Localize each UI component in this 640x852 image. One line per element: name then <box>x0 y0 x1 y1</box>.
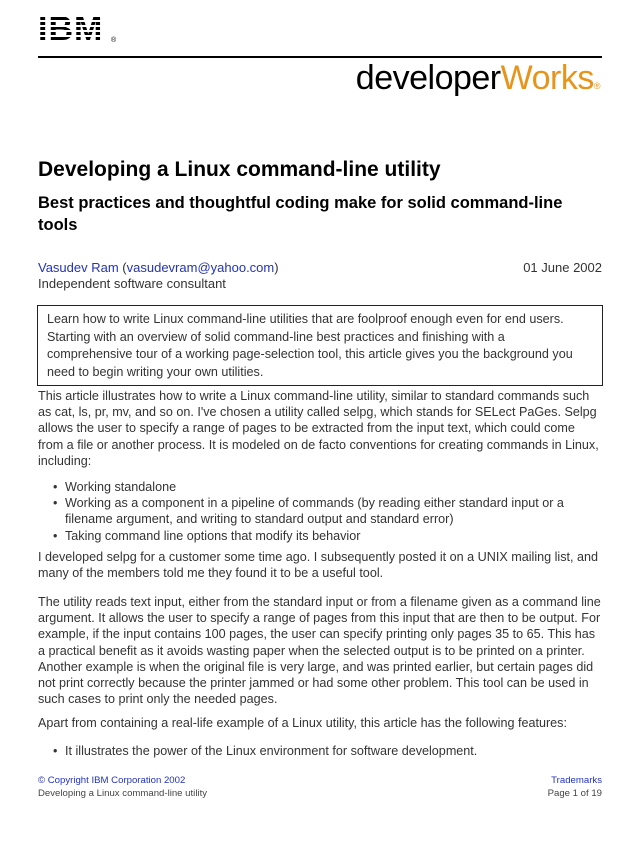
publish-date: 01 June 2002 <box>523 260 602 275</box>
list-item: • Working as a component in a pipeline of commands (by reading either standard input or a filename argument, and writing to standard output and standard error) <box>53 496 564 527</box>
abstract-box: Learn how to write Linux command-line utilities that are foolproof enough even for end users. Starting with an overview of solid command-line best practices and finishing with a comprehensive tour of a working page-selection tool, this article gives you the background you need to begin writing your own utilities. <box>37 305 603 386</box>
conventions-list <box>38 479 598 544</box>
bullet-icon: • <box>53 496 58 511</box>
developerworks-logo <box>356 58 600 106</box>
author-name-link[interactable]: Vasudev Ram <box>38 260 119 275</box>
author-row: Vasudev Ram (vasudevram@yahoo.com) 01 June 2002 <box>38 260 602 275</box>
article-title: Developing a Linux command-line utility <box>38 158 441 181</box>
ibm-logo: IBM <box>38 10 104 48</box>
bullet-icon: • <box>53 744 58 758</box>
brand-registered-mark: ® <box>593 81 600 91</box>
article-subtitle: Best practices and thoughtful coding make for solid command-line tools <box>38 194 563 234</box>
features-list <box>38 743 598 759</box>
page-footer <box>38 774 602 799</box>
brand-works: Works <box>500 59 594 97</box>
author-email-link[interactable]: vasudevram@yahoo.com <box>126 260 275 275</box>
brand-developer: developer <box>355 59 501 97</box>
bullet-icon: • <box>53 528 58 543</box>
paragraph-features: Apart from containing a real-life example of a Linux utility, this article has the following features: <box>38 716 567 730</box>
paragraph-intro: This article illustrates how to write a Linux command-line utility, similar to standard commands such as cat, ls, pr, mv, and so on. I've chosen a utility called selpg, which stands for SELect PaGes. Selpg allows the user to specify a range of pages to be extracted from the input text, which could come from a file or another process. It is modeled on de facto conventions for creating commands in Linux, including: <box>38 389 599 468</box>
trademarks-link[interactable]: Trademarks <box>551 775 602 786</box>
page-number: Page 1 of 19 <box>547 788 602 799</box>
paragraph-description: The utility reads text input, either from the standard input or from a filename given as a command line argument. It allows the user to specify a range of pages from this input that are then to be output. For example, if the input contains 100 pages, the user can specify printing only pages 35 to 65. This has a practical benefit as it avoids wasting paper when the selected output is to be printed on a printer. Another example is when the original file is very large, and was printed earlier, but certain pages did not print correctly because the printer jammed or had some other problem. This tool can be used in such cases to print only the needed pages. <box>38 595 601 707</box>
author-affiliation: Independent software consultant <box>38 276 226 291</box>
list-item: • Working standalone <box>53 480 177 494</box>
ibm-registered-mark: ® <box>111 37 117 44</box>
copyright-link[interactable]: © Copyright IBM Corporation 2002 <box>38 775 186 786</box>
list-item: • Taking command line options that modify its behavior <box>53 528 361 543</box>
footer-doc-name: Developing a Linux command-line utility <box>38 788 208 799</box>
paragraph-history: I developed selpg for a customer some time ago. I subsequently posted it on a UNIX mailing list, and many of the members told me they found it to be a useful tool. <box>38 550 599 581</box>
list-item: • It illustrates the power of the Linux environment for software development. <box>53 744 478 758</box>
bullet-icon: • <box>53 480 58 494</box>
